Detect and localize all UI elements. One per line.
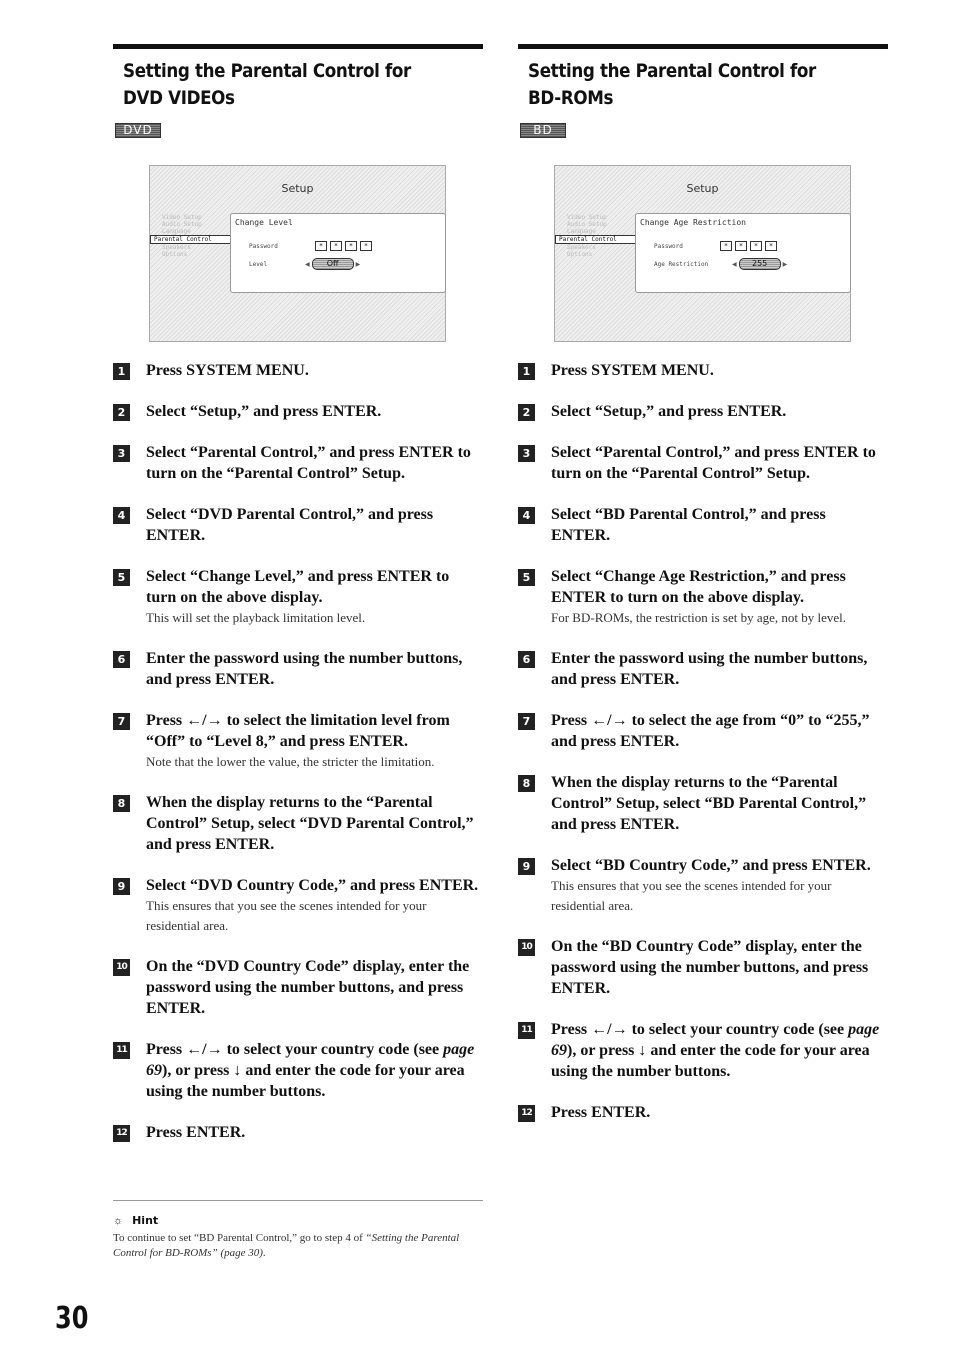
change-level-panel	[230, 213, 446, 293]
step-note: This will set the playback limitation level.	[146, 610, 366, 625]
setup-screen	[149, 165, 446, 342]
age-value: 255	[739, 258, 781, 270]
step-instruction: Select “Change Level,” and press ENTER to turn on the above display.	[146, 568, 450, 606]
step-number: 3	[113, 445, 130, 462]
step-number: 2	[518, 404, 535, 421]
setup-menu-item: Language	[162, 228, 191, 235]
step-number: 1	[518, 363, 535, 380]
step-item	[113, 566, 483, 628]
step-number: 6	[113, 651, 130, 668]
password-label: Password	[654, 243, 683, 250]
step-item	[113, 875, 483, 936]
step-item	[518, 648, 888, 690]
step-instruction	[551, 1019, 888, 1082]
step-number: 5	[113, 569, 130, 586]
step-number: 9	[113, 878, 130, 895]
step-instruction: Select “Change Age Restriction,” and press ENTER to turn on the above display.	[551, 568, 846, 606]
step-instruction: Press SYSTEM MENU.	[551, 362, 714, 379]
step-item	[518, 1019, 888, 1082]
setup-menu-item: Video Setup	[162, 214, 202, 221]
section-title: Setting the Parental Control for BD-ROMs	[528, 60, 816, 109]
page-reference-link[interactable]: page 69	[551, 1021, 880, 1059]
screen-title: Setup	[686, 182, 719, 195]
left-arrow-icon: ◀	[305, 261, 310, 268]
step-item	[113, 401, 483, 422]
setup-menu-item: Options	[567, 251, 593, 258]
step-item	[518, 772, 888, 835]
bd-section	[518, 44, 888, 1121]
level-control	[305, 258, 360, 270]
setup-menu-item: Audio Setup	[162, 221, 202, 228]
setup-menu-item: Language	[567, 228, 596, 235]
step-number: 5	[518, 569, 535, 586]
step-instruction: Select “DVD Parental Control,” and press ENTER.	[146, 506, 434, 544]
step-item	[518, 442, 888, 484]
step-note: For BD-ROMs, the restriction is set by age, not by level.	[551, 610, 846, 625]
step-number: 6	[518, 651, 535, 668]
step-number: 10	[518, 939, 535, 956]
step-text-before: Press ←/→ to select your country code (see	[551, 1021, 849, 1038]
step-instruction: Enter the password using the number buttons, and press ENTER.	[146, 650, 463, 688]
step-item	[113, 1039, 483, 1102]
step-number: 12	[113, 1125, 130, 1142]
step-number: 9	[518, 858, 535, 875]
step-number: 10	[113, 959, 130, 976]
step-item	[518, 360, 888, 381]
step-item	[518, 504, 888, 546]
step-instruction: When the display returns to the “Parental Control” Setup, select “DVD Parental Control,” and press ENTER.	[146, 794, 474, 853]
step-number: 2	[113, 404, 130, 421]
step-instruction: On the “BD Country Code” display, enter the password using the number buttons, and press ENTER.	[551, 938, 869, 997]
step-item	[113, 710, 483, 772]
dvd-section	[113, 44, 483, 1141]
step-item	[518, 936, 888, 999]
setup-menu-item: Options	[162, 251, 188, 258]
setup-menu-item: Audio Setup	[567, 221, 607, 228]
step-instruction: Select “BD Parental Control,” and press ENTER.	[551, 506, 826, 544]
step-instruction: Enter the password using the number buttons, and press ENTER.	[551, 650, 868, 688]
panel-title: Change Level	[235, 218, 293, 227]
setup-menu-item: Video Setup	[567, 214, 607, 221]
page-reference-link[interactable]: page 69	[146, 1041, 475, 1079]
screen-title: Setup	[281, 182, 314, 195]
step-instruction: Select “Parental Control,” and press ENTER to turn on the “Parental Control” Setup.	[146, 444, 471, 482]
step-number: 12	[518, 1105, 535, 1122]
step-instruction: Press ←/→ to select the limitation level from “Off” to “Level 8,” and press ENTER.	[146, 712, 450, 750]
hint-text-before: To continue to set “BD Parental Control,” go to step 4 of	[113, 1232, 366, 1244]
password-digit-box: *	[720, 241, 732, 251]
age-control	[732, 258, 787, 270]
dvd-badge: DVD	[115, 123, 161, 138]
step-instruction: When the display returns to the “Parental Control” Setup, select “BD Parental Control,” and press ENTER.	[551, 774, 867, 833]
step-text-after: ), or press ↓ and enter the code for your area using the number buttons.	[551, 1042, 870, 1080]
step-item	[113, 442, 483, 484]
step-instruction: Select “Parental Control,” and press ENTER to turn on the “Parental Control” Setup.	[551, 444, 876, 482]
step-text-after: ), or press ↓ and enter the code for your area using the number buttons.	[146, 1062, 465, 1100]
step-note: This ensures that you see the scenes intended for your residential area.	[551, 878, 832, 913]
step-item	[518, 855, 888, 916]
password-digit-box: *	[330, 241, 342, 251]
step-number: 3	[518, 445, 535, 462]
step-item	[113, 1122, 483, 1143]
step-item	[518, 1102, 888, 1123]
change-age-panel	[635, 213, 851, 293]
dvd-steps	[113, 360, 483, 1163]
step-instruction: Select “BD Country Code,” and press ENTER.	[551, 857, 871, 874]
section-title: Setting the Parental Control for DVD VIDEOs	[123, 60, 411, 109]
step-instruction: Select “Setup,” and press ENTER.	[146, 403, 382, 420]
step-number: 7	[113, 713, 130, 730]
step-number: 11	[113, 1042, 130, 1059]
step-note: Note that the lower the value, the stricter the limitation.	[146, 754, 435, 769]
password-label: Password	[249, 243, 278, 250]
setup-menu-item: Speakers	[162, 244, 191, 251]
step-number: 8	[518, 775, 535, 792]
step-item	[113, 648, 483, 690]
password-digit-box: *	[315, 241, 327, 251]
password-digit-box: *	[750, 241, 762, 251]
password-digit-box: *	[765, 241, 777, 251]
section-rule	[113, 44, 483, 49]
page-number: 30	[55, 1301, 89, 1336]
setup-menu-item: Parental Control	[150, 235, 232, 244]
bd-badge: BD	[520, 123, 566, 138]
step-instruction	[146, 1039, 483, 1102]
password-digit-box: *	[360, 241, 372, 251]
step-item	[113, 956, 483, 1019]
step-note: This ensures that you see the scenes intended for your residential area.	[146, 898, 427, 933]
setup-menu-item: Speakers	[567, 244, 596, 251]
step-instruction: Press SYSTEM MENU.	[146, 362, 309, 379]
step-number: 8	[113, 795, 130, 812]
password-digit-box: *	[735, 241, 747, 251]
hint-text	[113, 1231, 483, 1261]
step-number: 1	[113, 363, 130, 380]
setup-menu-item: Parental Control	[555, 235, 637, 244]
left-arrow-icon: ◀	[732, 261, 737, 268]
step-number: 7	[518, 713, 535, 730]
hint-text-after: .	[262, 1247, 266, 1259]
right-arrow-icon: ▶	[782, 261, 788, 268]
lightbulb-icon: ☼	[113, 1215, 124, 1227]
step-item	[518, 710, 888, 752]
step-item	[113, 792, 483, 855]
age-label: Age Restriction	[654, 261, 709, 268]
hint-label: Hint	[132, 1214, 159, 1227]
section-rule	[518, 44, 888, 49]
step-instruction: Press ENTER.	[551, 1104, 651, 1121]
password-boxes	[720, 241, 777, 251]
step-instruction: Press ENTER.	[146, 1124, 246, 1141]
level-value: Off	[312, 258, 354, 270]
step-item	[113, 360, 483, 381]
step-instruction: Select “DVD Country Code,” and press ENTER.	[146, 877, 479, 894]
step-instruction: On the “DVD Country Code” display, enter the password using the number buttons, and press ENTER.	[146, 958, 470, 1017]
hint-box	[113, 1200, 483, 1261]
right-arrow-icon: ▶	[355, 261, 361, 268]
step-item	[113, 504, 483, 546]
password-boxes	[315, 241, 372, 251]
step-number: 4	[113, 507, 130, 524]
setup-screen	[554, 165, 851, 342]
step-instruction: Press ←/→ to select the age from “0” to “255,” and press ENTER.	[551, 712, 870, 750]
setup-menu	[559, 214, 637, 258]
step-instruction: Select “Setup,” and press ENTER.	[551, 403, 787, 420]
bd-steps	[518, 360, 888, 1143]
password-digit-box: *	[345, 241, 357, 251]
step-item	[518, 566, 888, 628]
step-text-before: Press ←/→ to select your country code (see	[146, 1041, 444, 1058]
step-number: 4	[518, 507, 535, 524]
step-number: 11	[518, 1022, 535, 1039]
hint-reference[interactable]: “Setting the Parental Control for BD-ROMs” (page 30)	[113, 1232, 460, 1259]
setup-menu	[154, 214, 232, 258]
step-item	[518, 401, 888, 422]
level-label: Level	[249, 261, 268, 268]
panel-title: Change Age Restriction	[640, 218, 746, 227]
